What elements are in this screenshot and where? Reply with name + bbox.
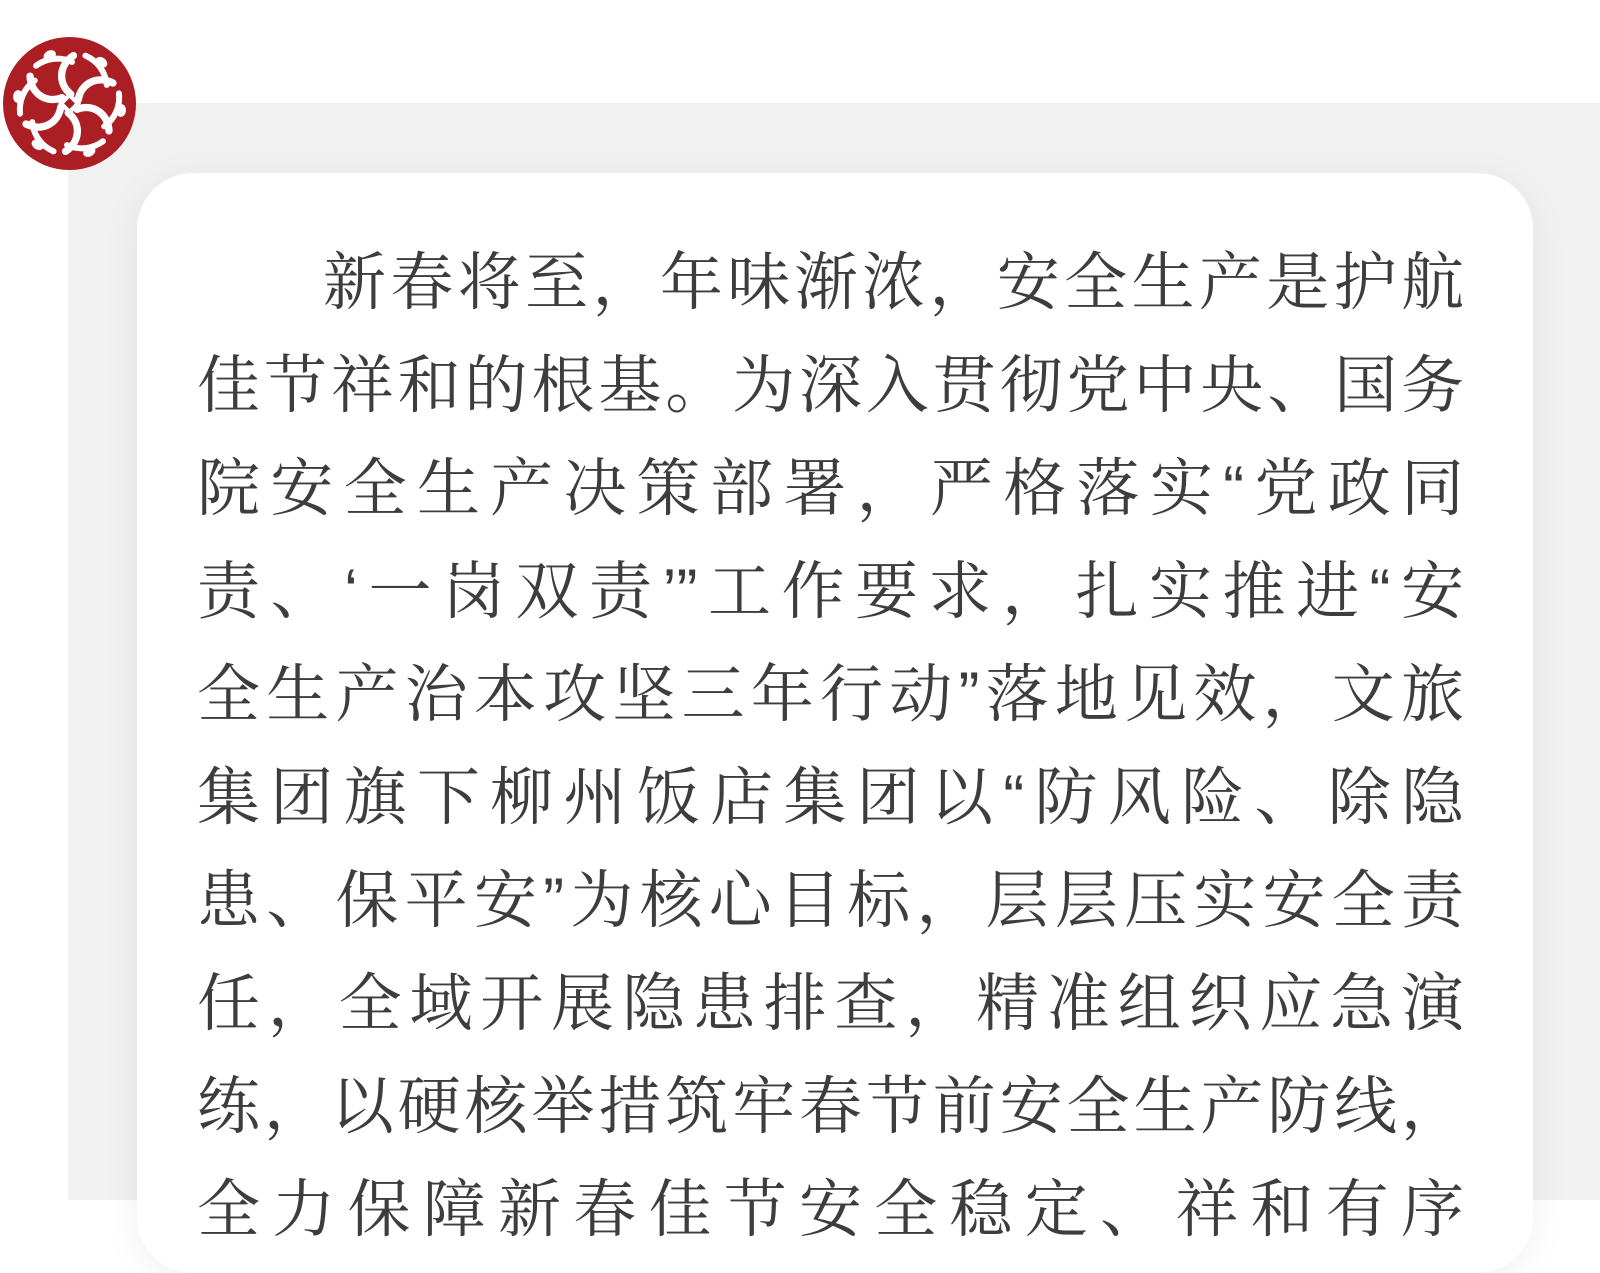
article-line: 院安全生产决策部署，严格落实“党政同	[197, 454, 1464, 524]
article-line: 全生产治本攻坚三年行动”落地见效，文旅	[197, 660, 1464, 730]
article-card	[137, 173, 1533, 1273]
article-paragraph	[137, 173, 1533, 1262]
floral-seal-icon	[3, 37, 136, 170]
brand-logo[interactable]	[3, 37, 136, 170]
article-line: 佳节祥和的根基。为深入贯彻党中央、国务	[197, 351, 1464, 421]
article-line: 集团旗下柳州饭店集团以“防风险、除隐	[197, 763, 1464, 833]
article-line: 患、保平安”为核心目标，层层压实安全责	[197, 866, 1464, 936]
article-line: 责、‘一岗双责’”工作要求，扎实推进“安	[197, 557, 1464, 627]
article-line: 任，全域开展隐患排查，精准组织应急演	[197, 969, 1464, 1039]
article-line: 全力保障新春佳节安全稳定、祥和有序	[197, 1175, 1464, 1245]
article-line: 新春将至，年味渐浓，安全生产是护航	[323, 248, 1464, 318]
article-line: 练，以硬核举措筑牢春节前安全生产防线，	[197, 1072, 1464, 1142]
